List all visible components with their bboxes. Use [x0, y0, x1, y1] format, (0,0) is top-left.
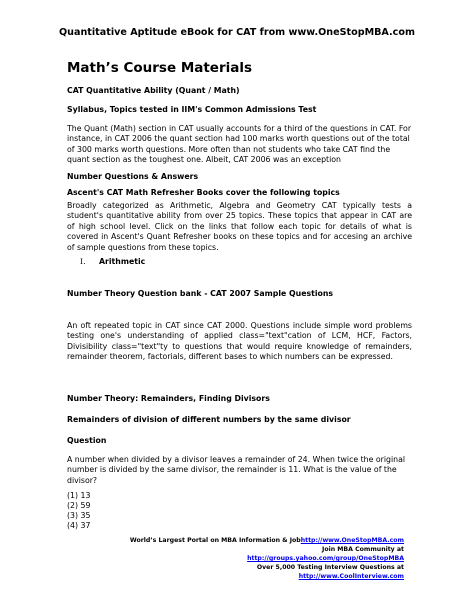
answer-option: (2) 59 — [67, 501, 91, 510]
answer-option: (1) 13 — [67, 491, 91, 500]
remainders-subheading: Remainders of division of different numbers by the same divisor — [67, 415, 351, 424]
question-text: A number when divided by a divisor leaves a remainder of 24. When twice the original number is divided by the same divisor, the remainder is 11. What is the value of the divisor? — [67, 455, 406, 485]
footer-coolinterview-link[interactable]: http://www.CoolInterview.com — [298, 573, 404, 580]
answer-option: (3) 35 — [67, 511, 91, 520]
remainders-heading: Number Theory: Remainders, Finding Divisors — [67, 394, 270, 403]
footer-onestopmba-link[interactable]: http://www.OneStopMBA.com — [300, 537, 404, 544]
page-title: Math’s Course Materials — [67, 60, 253, 76]
section-numeral: I. — [80, 257, 86, 266]
number-theory-paragraph: An oft repeated topic in CAT since CAT 2000. Questions include simple word problems testing one's understanding of applied class="text"cation of LCM, HCF, Factors, Divisibility class="text"ty to questions that would require knowledge of remainders, remainder theorem, factorials, different bases to which numbers can be expressed. — [67, 321, 412, 362]
ascent-heading: Ascent's CAT Math Refresher Books cover the following topics — [67, 188, 340, 197]
intro-paragraph: The Quant (Math) section in CAT usually accounts for a third of the questions in CAT. For instance, in CAT 2006 the quant section had 100 marks worth questions out of the total of 300 marks worth questions. More often than not students who take CAT find the quant section as the toughest one. Albeit, CAT 2006 was an exception — [67, 124, 412, 165]
syllabus-heading: Syllabus, Topics tested in IIM's Common Admissions Test — [67, 105, 317, 114]
footer-interview-text: Over 5,000 Testing Interview Questions at — [256, 564, 404, 571]
section-title: Arithmetic — [99, 257, 146, 266]
footer-portal-text: World’s Largest Portal on MBA Information & Job — [129, 537, 301, 544]
footer-line-portal — [130, 537, 404, 544]
footer-yahoo-group-link[interactable]: http://groups.yahoo.com/group/OneStopMBA — [247, 555, 404, 562]
answer-option: (4) 37 — [67, 521, 91, 530]
nt-bank-heading: Number Theory Question bank - CAT 2007 Sample Questions — [67, 289, 334, 298]
subtitle: CAT Quantitative Ability (Quant / Math) — [67, 86, 240, 95]
qa-heading: Number Questions & Answers — [67, 172, 199, 181]
footer-join-text: Join MBA Community at — [322, 546, 404, 553]
question-label: Question — [67, 436, 107, 445]
ascent-paragraph: Broadly categorized as Arithmetic, Algebra and Geometry CAT typically tests a student's quantitative ability from over 25 topics. These topics that appear in CAT are of high school level. Click on the links that follow each topic for details of what is covered in Ascent's Quant Refresher books on these topics and for accesing an archive of sample questions from these topics. — [67, 201, 412, 252]
page-header: Quantitative Aptitude eBook for CAT from www.OneStopMBA.com — [59, 27, 415, 38]
